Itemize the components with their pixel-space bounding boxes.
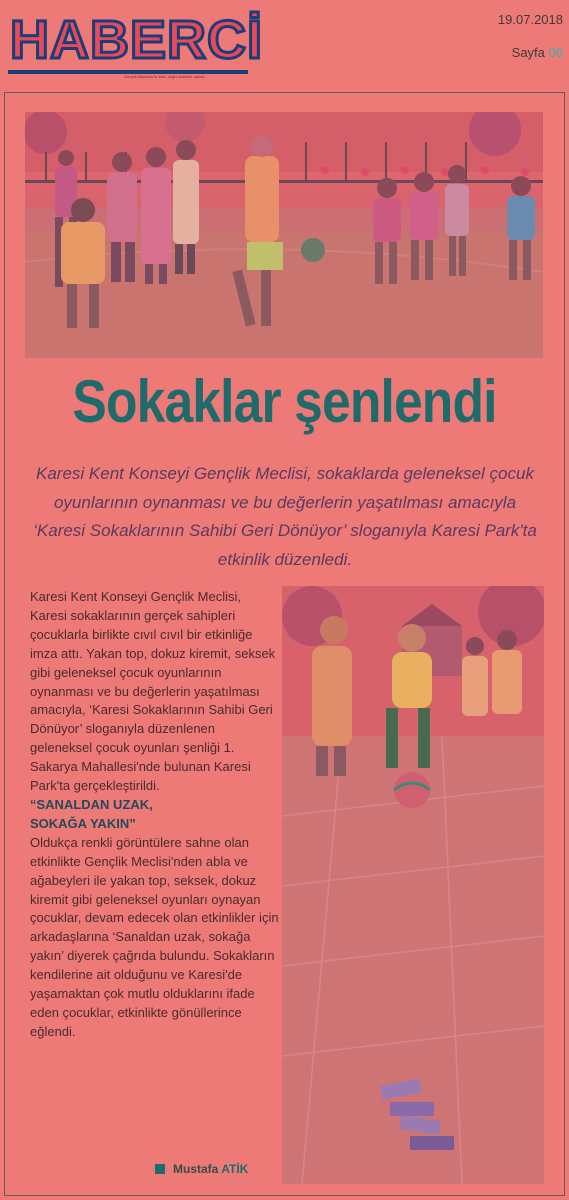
page-label: Sayfa — [511, 45, 545, 60]
article-photo-right — [282, 586, 544, 1184]
masthead — [0, 0, 569, 90]
body-paragraph: Oldukça renkli görüntülere sahne olan etkinlikte Gençlik Meclisi'nden abla ve ağabeyleri ile yakan top, seksek, dokuz kiremit gibi geleneksel oyunları oynayan çocuklar, devam edecek olan etkinlikler için arkadaşlarına ‘Sanaldan uzak, sokağa yakın’ diyerek çağrıda bulundu. Sokakların kendilerine ait olduğunu ve Karesi'de yaşamaktan çok mutlu olduklarını ifade eden çocuklar, etkinlikte gönüllerince eğlendi. — [30, 834, 279, 1039]
article-photo-top — [25, 112, 543, 358]
byline-square-icon — [155, 1164, 165, 1174]
article-headline: Sokaklar şenlendi — [72, 368, 497, 435]
byline-last-name: ATİK — [221, 1162, 249, 1176]
logo-wordmark: HABERCİ — [10, 10, 264, 70]
subhead-line-2: SOKAĞA YAKIN” — [30, 815, 136, 831]
subhead-line-1: “SANALDAN UZAK, — [30, 796, 153, 812]
issue-date: 19.07.2018 — [497, 12, 563, 27]
author-byline — [155, 1162, 248, 1176]
newspaper-logo — [4, 8, 264, 79]
article-body — [30, 588, 280, 1042]
children-playing-photo — [25, 112, 543, 358]
logo-tagline: Gerçek Balıkesir'in sesi, doğru haberin adresi — [124, 74, 205, 79]
byline-first-name: Mustafa — [173, 1162, 219, 1176]
page-number-value: 06 — [548, 45, 563, 60]
page-number — [512, 45, 563, 60]
article-subhead — [30, 796, 280, 834]
body-paragraph: Karesi Kent Konseyi Gençlik Meclisi, Karesi sokaklarının gerçek sahipleri çocuklarla birlikte cıvıl cıvıl bir etkinliğe imza attı. Yakan top, dokuz kiremit, seksek gibi geleneksel çocuk oyunlarının oynanması ve bu değerlerin yaşatılması amacıyla, ‘Karesi Sokaklarının Sahibi Geri Dönüyor’ sloganıyla düzenlenen geleneksel çocuk oyunları şenliği 1. Sakarya Mahallesi'nde bulunan Karesi Park'ta gerçekleştirildi. — [30, 589, 276, 794]
child-with-ball-photo — [282, 586, 544, 1184]
article-lead: Karesi Kent Konseyi Gençlik Meclisi, sokaklarda geleneksel çocuk oyunlarının oynanması ve bu değerlerin yaşatılması amacıyla ‘Karesi Sokaklarının Sahibi Geri Dönüyor’ sloganıyla Karesi Park'ta etkinlik düzenledi. — [33, 464, 537, 569]
